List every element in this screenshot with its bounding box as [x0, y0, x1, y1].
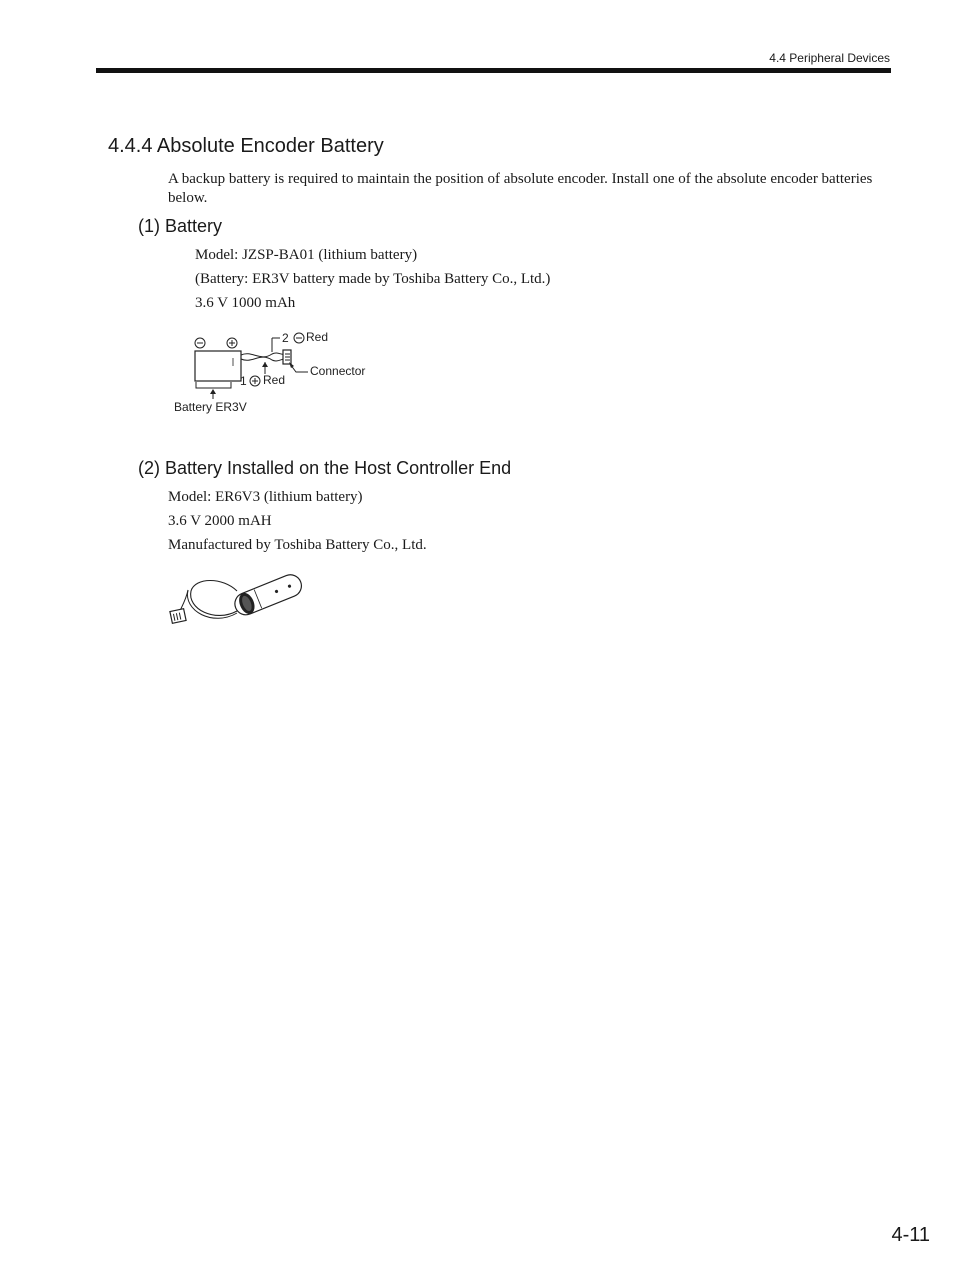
running-header: 4.4 Peripheral Devices [769, 51, 890, 65]
battery-er6v3-illustration [165, 565, 310, 630]
battery-er3v-label: Battery ER3V [174, 400, 247, 414]
pin-1-plus-icon [250, 376, 260, 386]
battery-er3v-diagram [160, 322, 400, 422]
header-rule [96, 68, 891, 73]
intro-paragraph: A backup battery is required to maintain the position of absolute encoder. Install one of the absolute encoder batteries below. [168, 171, 873, 206]
pin-2-wire-color: Red [306, 330, 329, 344]
battery-1-maker: (Battery: ER3V battery made by Toshiba Battery Co., Ltd.) [195, 271, 551, 287]
battery-1-heading: (1) Battery [138, 216, 223, 236]
battery-body [195, 351, 241, 381]
pin-1-number: 1 [240, 374, 247, 388]
battery-2-heading: (2) Battery Installed on the Host Controller End [138, 458, 512, 478]
battery-1-model: Model: JZSP-BA01 (lithium battery) [195, 247, 418, 263]
connector-label: Connector [310, 364, 366, 378]
battery-2-maker: Manufactured by Toshiba Battery Co., Ltd. [168, 537, 427, 553]
battery-1-rating: 3.6 V 1000 mAh [195, 295, 296, 311]
page-number: 4-11 [891, 1224, 930, 1246]
battery-2-rating: 3.6 V 2000 mAH [168, 513, 272, 529]
pin-2-minus-icon [294, 333, 304, 343]
plug-icon [170, 609, 186, 624]
battery-2-model: Model: ER6V3 (lithium battery) [168, 489, 363, 505]
section-title: 4.4.4 Absolute Encoder Battery [108, 135, 384, 157]
plus-terminal-icon [227, 338, 237, 348]
pin-1-wire-color: Red [263, 373, 286, 387]
pin-2-number: 2 [282, 331, 289, 345]
minus-terminal-icon [195, 338, 205, 348]
